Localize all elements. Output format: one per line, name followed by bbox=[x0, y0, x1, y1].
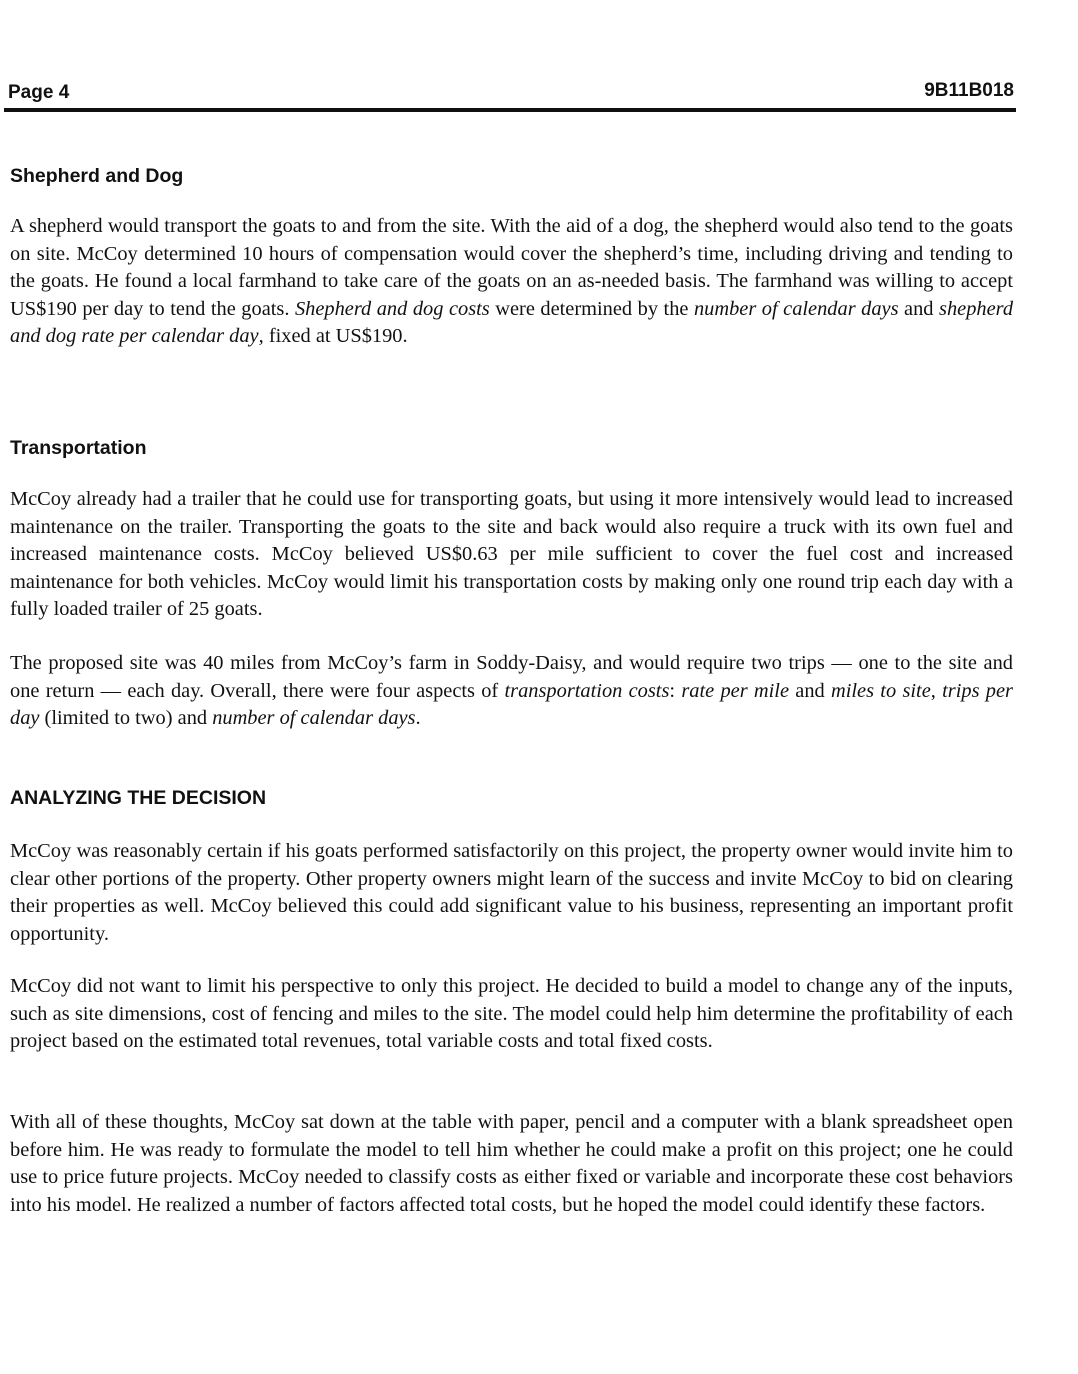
heading-analyzing-the-decision: ANALYZING THE DECISION bbox=[10, 787, 267, 809]
paragraph-shepherd bbox=[10, 213, 1013, 351]
paragraph-transportation-1: McCoy already had a trailer that he could use for transporting goats, but using it more intensively would lead to increased maintenance on the trailer. Transporting the goats to the site and back would also require a truck with its own fuel and increased maintenance costs. McCoy believed US$0.63 per mile sufficient to cover the fuel cost and increased maintenance for both vehicles. McCoy would limit his transportation costs by making only one round trip each day with a fully loaded trailer of 25 goats. bbox=[10, 488, 1013, 621]
text-segment: and bbox=[898, 297, 940, 320]
text-segment: A shepherd would transport the goats to and from the site. With the aid of a dog, the shepherd would also tend to the goats on site. McCoy determined 10 hours of compensation would cover the shepherd’s time, including driving and tending to the goats. He found a local farmhand to take care of the goats on an as-needed basis. The farmhand was willing to accept US$190 per day to tend the goats. bbox=[10, 215, 1013, 320]
italic-term: rate per mile bbox=[681, 679, 790, 702]
italic-term: Shepherd and dog costs bbox=[294, 297, 490, 320]
italic-term: trips per day bbox=[10, 679, 1013, 730]
document-code: 9B11B018 bbox=[924, 80, 1014, 101]
text-segment: : bbox=[669, 679, 682, 702]
text-segment: (limited to two) and bbox=[39, 707, 213, 730]
page-number: Page 4 bbox=[8, 82, 70, 103]
text-segment: and bbox=[789, 679, 831, 702]
text-segment: . bbox=[415, 707, 421, 730]
paragraph-analyzing-3: With all of these thoughts, McCoy sat down at the table with paper, pencil and a computer with a blank spreadsheet open before him. He was ready to formulate the model to tell him whether he could make a profit on this project; one he could use to price future projects. McCoy needed to classify costs as either fixed or variable and incorporate these cost behaviors into his model. He realized a number of factors affected total costs, but he hoped the model could identify these factors. bbox=[10, 1111, 1013, 1216]
paragraph-transportation-2 bbox=[10, 650, 1013, 733]
text-segment: , bbox=[930, 679, 943, 702]
heading-shepherd-and-dog: Shepherd and Dog bbox=[10, 165, 184, 187]
paragraph-analyzing-2: McCoy did not want to limit his perspective to only this project. He decided to build a model to change any of the inputs, such as site dimensions, cost of fencing and miles to the site. The model could help him determine the profitability of each project based on the estimated total revenues, total variable costs and total fixed costs. bbox=[10, 975, 1013, 1053]
italic-term: miles to site bbox=[831, 679, 931, 702]
italic-term: number of calendar days bbox=[212, 707, 416, 730]
page-header bbox=[8, 78, 1016, 108]
text-segment: The proposed site was 40 miles from McCoy’s farm in Soddy-Daisy, and would require two trips — one to the site and one return — each day. Overall, there were four aspects of bbox=[10, 652, 1013, 702]
header-rule bbox=[4, 108, 1016, 112]
italic-term: transportation costs bbox=[504, 679, 670, 702]
paragraph-analyzing-1: McCoy was reasonably certain if his goats performed satisfactorily on this project, the property owner would invite him to clear other portions of the property. Other property owners might learn of the success and invite McCoy to bid on clearing their properties as well. McCoy believed this could add significant value to his business, representing an important profit opportunity. bbox=[10, 840, 1013, 945]
italic-term: number of calendar days bbox=[693, 297, 899, 320]
text-segment: were determined by the bbox=[489, 297, 694, 320]
text-segment: , fixed at US$190. bbox=[258, 325, 408, 348]
italic-term: shepherd and dog rate per calendar day bbox=[10, 297, 1014, 348]
heading-transportation: Transportation bbox=[10, 437, 147, 459]
